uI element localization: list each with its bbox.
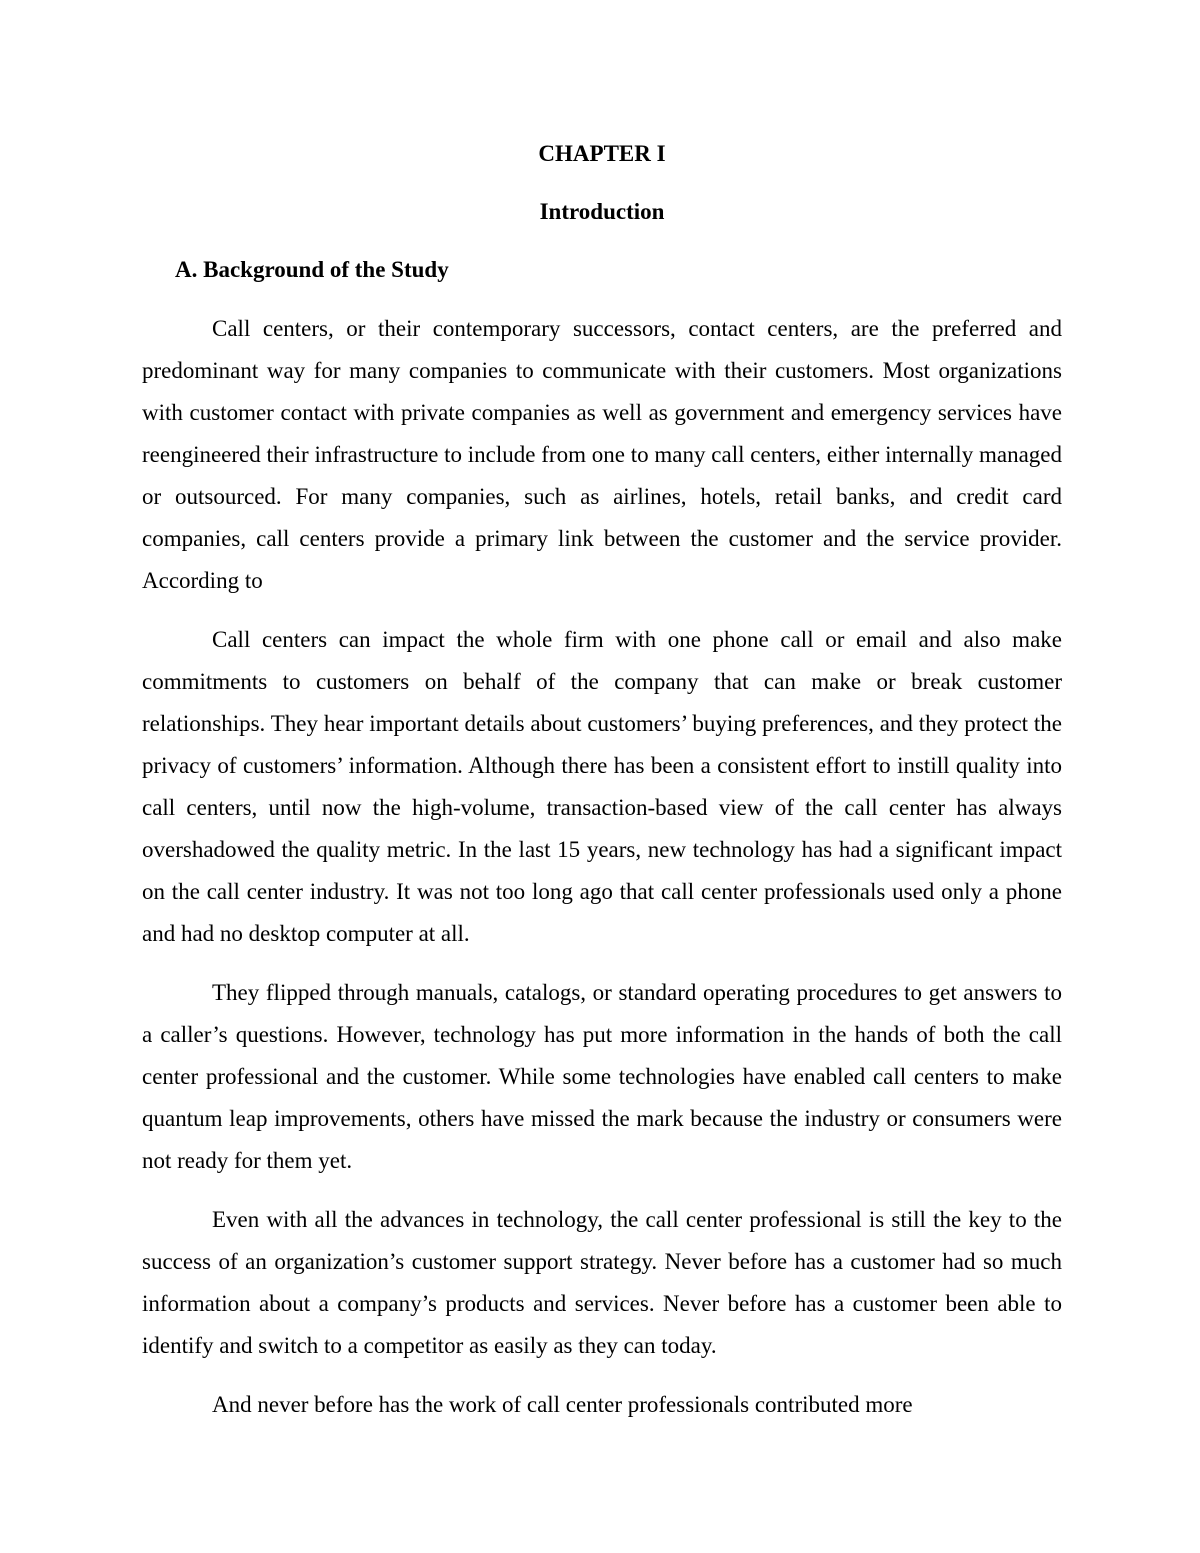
chapter-title: Introduction xyxy=(539,199,665,224)
body-paragraph: Call centers can impact the whole firm with one phone call or email and also make commitments to customers on behalf of the company that can make or break customer relationships. They hear important details about customers’ buying preferences, and they protect the privacy of customers’ information. Although there has been a consistent effort to instill quality into call centers, until now the high-volume, transaction-based view of the call center has always overshadowed the quality metric. In the last 15 years, new technology has had a significant impact on the call center industry. It was not too long ago that call center professionals used only a phone and had no desktop computer at all. xyxy=(142,627,1062,946)
chapter-heading: CHAPTER I xyxy=(538,141,666,166)
body-paragraph: And never before has the work of call center professionals contributed more xyxy=(212,1392,913,1417)
page-content xyxy=(142,136,1062,1426)
body-paragraph: Call centers, or their contemporary successors, contact centers, are the preferred and predominant way for many companies to communicate with their customers. Most organizations with customer contact with private companies as well as government and emergency services have reengineered their infrastructure to include from one to many call centers, either internally managed or outsourced. For many companies, such as airlines, hotels, retail banks, and credit card companies, call centers provide a primary link between the customer and the service provider. According to xyxy=(142,316,1062,593)
body-paragraph: Even with all the advances in technology, the call center professional is still the key to the success of an organization’s customer support strategy. Never before has a customer had so much information about a company’s products and services. Never before has a customer been able to identify and switch to a competitor as easily as they can today. xyxy=(142,1207,1062,1358)
body-paragraph: They flipped through manuals, catalogs, or standard operating procedures to get answers to a caller’s questions. However, technology has put more information in the hands of both the call center professional and the customer. While some technologies have enabled call centers to make quantum leap improvements, others have missed the mark because the industry or consumers were not ready for them yet. xyxy=(142,980,1062,1173)
section-heading: A. Background of the Study xyxy=(175,257,449,282)
